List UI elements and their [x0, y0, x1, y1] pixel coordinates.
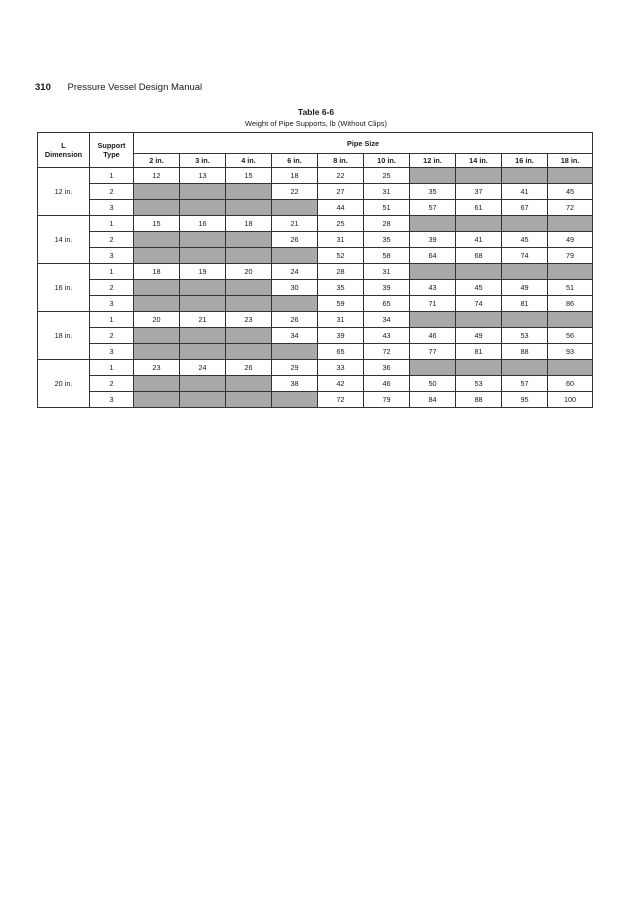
shaded-empty-cell	[272, 344, 318, 360]
weight-cell: 74	[502, 248, 548, 264]
table-row	[38, 232, 593, 248]
weight-cell: 20	[134, 312, 180, 328]
shaded-empty-cell	[502, 264, 548, 280]
table-row	[38, 264, 593, 280]
weight-cell: 13	[180, 168, 226, 184]
shaded-empty-cell	[180, 344, 226, 360]
shaded-empty-cell	[226, 296, 272, 312]
weight-cell: 60	[548, 376, 593, 392]
weight-cell: 41	[456, 232, 502, 248]
weight-cell: 22	[272, 184, 318, 200]
pipe-size-header: 18 in.	[548, 154, 593, 168]
shaded-empty-cell	[180, 232, 226, 248]
shaded-empty-cell	[180, 296, 226, 312]
pipe-size-header: 8 in.	[318, 154, 364, 168]
weight-cell: 38	[272, 376, 318, 392]
weight-cell: 21	[180, 312, 226, 328]
support-type-cell: 1	[90, 168, 134, 184]
weight-cell: 65	[318, 344, 364, 360]
support-type-cell: 3	[90, 248, 134, 264]
weight-cell: 65	[364, 296, 410, 312]
weight-cell: 41	[502, 184, 548, 200]
weight-cell: 28	[364, 216, 410, 232]
weight-cell: 50	[410, 376, 456, 392]
weight-cell: 43	[364, 328, 410, 344]
shaded-empty-cell	[180, 392, 226, 408]
weight-cell: 44	[318, 200, 364, 216]
table-row	[38, 360, 593, 376]
support-type-cell: 3	[90, 200, 134, 216]
table-row	[38, 312, 593, 328]
weight-cell: 84	[410, 392, 456, 408]
support-type-cell: 2	[90, 328, 134, 344]
weight-cell: 31	[318, 312, 364, 328]
weight-cell: 31	[364, 184, 410, 200]
pipe-size-header: 10 in.	[364, 154, 410, 168]
table-row	[38, 216, 593, 232]
shaded-empty-cell	[456, 360, 502, 376]
pipe-size-header: 14 in.	[456, 154, 502, 168]
shaded-empty-cell	[272, 200, 318, 216]
shaded-empty-cell	[226, 392, 272, 408]
table-title: Table 6-6	[297, 107, 335, 117]
shaded-empty-cell	[548, 168, 593, 184]
weight-cell: 45	[548, 184, 593, 200]
weight-cell: 77	[410, 344, 456, 360]
running-title: Pressure Vessel Design Manual	[67, 82, 203, 93]
weight-cell: 20	[226, 264, 272, 280]
weight-cell: 72	[548, 200, 593, 216]
weight-cell: 88	[502, 344, 548, 360]
support-type-cell: 2	[90, 280, 134, 296]
table-row	[38, 296, 593, 312]
shaded-empty-cell	[456, 264, 502, 280]
col-header-pipe-size: Pipe Size	[134, 133, 593, 154]
support-type-cell: 3	[90, 344, 134, 360]
support-type-cell: 1	[90, 312, 134, 328]
weight-cell: 18	[226, 216, 272, 232]
weight-cell: 49	[548, 232, 593, 248]
l-dimension-cell: 18 in.	[38, 312, 90, 360]
weight-cell: 95	[502, 392, 548, 408]
weight-cell: 59	[318, 296, 364, 312]
weight-cell: 42	[318, 376, 364, 392]
weight-cell: 49	[456, 328, 502, 344]
weight-cell: 22	[318, 168, 364, 184]
shaded-empty-cell	[410, 264, 456, 280]
support-type-cell: 2	[90, 184, 134, 200]
weight-cell: 100	[548, 392, 593, 408]
weight-cell: 58	[364, 248, 410, 264]
shaded-empty-cell	[410, 312, 456, 328]
table-row	[38, 392, 593, 408]
support-type-cell: 3	[90, 296, 134, 312]
weight-cell: 81	[502, 296, 548, 312]
weight-cell: 23	[226, 312, 272, 328]
weight-cell: 18	[272, 168, 318, 184]
weight-cell: 72	[364, 344, 410, 360]
weight-cell: 35	[318, 280, 364, 296]
shaded-empty-cell	[180, 280, 226, 296]
shaded-empty-cell	[134, 280, 180, 296]
col-header-l-dimension: L Dimension	[38, 133, 90, 168]
weight-cell: 79	[364, 392, 410, 408]
weight-cell: 37	[456, 184, 502, 200]
l-dimension-cell: 16 in.	[38, 264, 90, 312]
weight-cell: 72	[318, 392, 364, 408]
weight-cell: 15	[134, 216, 180, 232]
weight-cell: 31	[364, 264, 410, 280]
table-row	[38, 344, 593, 360]
shaded-empty-cell	[410, 360, 456, 376]
table-row	[38, 376, 593, 392]
weight-cell: 25	[318, 216, 364, 232]
weight-cell: 26	[272, 232, 318, 248]
weight-cell: 35	[410, 184, 456, 200]
pipe-size-header: 16 in.	[502, 154, 548, 168]
weight-cell: 29	[272, 360, 318, 376]
weight-cell: 53	[502, 328, 548, 344]
shaded-empty-cell	[410, 168, 456, 184]
table-body	[38, 168, 593, 408]
weight-cell: 46	[410, 328, 456, 344]
shaded-empty-cell	[502, 216, 548, 232]
shaded-empty-cell	[272, 392, 318, 408]
pipe-size-header: 3 in.	[180, 154, 226, 168]
pipe-size-header: 2 in.	[134, 154, 180, 168]
col-header-support-type: Support Type	[90, 133, 134, 168]
shaded-empty-cell	[134, 296, 180, 312]
l-dimension-cell: 20 in.	[38, 360, 90, 408]
shaded-empty-cell	[226, 344, 272, 360]
shaded-empty-cell	[548, 216, 593, 232]
pipe-size-header: 12 in.	[410, 154, 456, 168]
support-type-cell: 1	[90, 264, 134, 280]
shaded-empty-cell	[134, 376, 180, 392]
weight-cell: 74	[456, 296, 502, 312]
weight-cell: 81	[456, 344, 502, 360]
weight-cell: 31	[318, 232, 364, 248]
weight-cell: 25	[364, 168, 410, 184]
weight-cell: 26	[272, 312, 318, 328]
shaded-empty-cell	[548, 264, 593, 280]
shaded-empty-cell	[456, 216, 502, 232]
weight-cell: 28	[318, 264, 364, 280]
page-header	[35, 82, 202, 93]
shaded-empty-cell	[134, 248, 180, 264]
weight-cell: 53	[456, 376, 502, 392]
shaded-empty-cell	[180, 184, 226, 200]
weight-cell: 26	[226, 360, 272, 376]
table-row	[38, 248, 593, 264]
shaded-empty-cell	[134, 392, 180, 408]
weight-cell: 34	[272, 328, 318, 344]
shaded-empty-cell	[180, 376, 226, 392]
weight-cell: 51	[548, 280, 593, 296]
shaded-empty-cell	[226, 376, 272, 392]
shaded-empty-cell	[502, 360, 548, 376]
page-number: 310	[35, 82, 51, 93]
shaded-empty-cell	[226, 280, 272, 296]
weight-cell: 39	[318, 328, 364, 344]
table-row	[38, 168, 593, 184]
weight-cell: 93	[548, 344, 593, 360]
shaded-empty-cell	[548, 312, 593, 328]
table-row	[38, 184, 593, 200]
weight-cell: 27	[318, 184, 364, 200]
weight-cell: 64	[410, 248, 456, 264]
weight-cell: 24	[180, 360, 226, 376]
weight-cell: 19	[180, 264, 226, 280]
shaded-empty-cell	[134, 184, 180, 200]
table-subtitle: Weight of Pipe Supports, lb (Without Clips)	[244, 119, 387, 128]
weight-cell: 79	[548, 248, 593, 264]
shaded-empty-cell	[548, 360, 593, 376]
pipe-support-weight-table	[37, 132, 593, 408]
weight-cell: 34	[364, 312, 410, 328]
shaded-empty-cell	[180, 200, 226, 216]
shaded-empty-cell	[456, 168, 502, 184]
weight-cell: 61	[456, 200, 502, 216]
weight-cell: 39	[410, 232, 456, 248]
weight-cell: 21	[272, 216, 318, 232]
pipe-size-header: 6 in.	[272, 154, 318, 168]
weight-cell: 67	[502, 200, 548, 216]
support-type-cell: 1	[90, 360, 134, 376]
weight-cell: 46	[364, 376, 410, 392]
weight-cell: 49	[502, 280, 548, 296]
weight-cell: 36	[364, 360, 410, 376]
table-row	[38, 280, 593, 296]
shaded-empty-cell	[502, 168, 548, 184]
support-type-cell: 2	[90, 232, 134, 248]
weight-cell: 15	[226, 168, 272, 184]
weight-cell: 68	[456, 248, 502, 264]
weight-cell: 12	[134, 168, 180, 184]
weight-cell: 43	[410, 280, 456, 296]
shaded-empty-cell	[226, 200, 272, 216]
shaded-empty-cell	[272, 248, 318, 264]
weight-cell: 39	[364, 280, 410, 296]
weight-cell: 51	[364, 200, 410, 216]
shaded-empty-cell	[410, 216, 456, 232]
weight-cell: 56	[548, 328, 593, 344]
shaded-empty-cell	[134, 232, 180, 248]
weight-cell: 88	[456, 392, 502, 408]
weight-cell: 33	[318, 360, 364, 376]
weight-cell: 45	[456, 280, 502, 296]
shaded-empty-cell	[180, 248, 226, 264]
weight-cell: 16	[180, 216, 226, 232]
weight-cell: 35	[364, 232, 410, 248]
shaded-empty-cell	[226, 248, 272, 264]
support-type-cell: 3	[90, 392, 134, 408]
weight-cell: 57	[410, 200, 456, 216]
support-type-cell: 1	[90, 216, 134, 232]
weight-cell: 52	[318, 248, 364, 264]
shaded-empty-cell	[180, 328, 226, 344]
weight-cell: 23	[134, 360, 180, 376]
shaded-empty-cell	[226, 232, 272, 248]
shaded-empty-cell	[502, 312, 548, 328]
weight-cell: 24	[272, 264, 318, 280]
weight-cell: 71	[410, 296, 456, 312]
table-row	[38, 200, 593, 216]
weight-cell: 57	[502, 376, 548, 392]
shaded-empty-cell	[272, 296, 318, 312]
shaded-empty-cell	[134, 200, 180, 216]
shaded-empty-cell	[134, 344, 180, 360]
weight-cell: 45	[502, 232, 548, 248]
pipe-size-header: 4 in.	[226, 154, 272, 168]
weight-cell: 86	[548, 296, 593, 312]
shaded-empty-cell	[226, 184, 272, 200]
weight-cell: 18	[134, 264, 180, 280]
weight-cell: 30	[272, 280, 318, 296]
l-dimension-cell: 14 in.	[38, 216, 90, 264]
l-dimension-cell: 12 in.	[38, 168, 90, 216]
shaded-empty-cell	[456, 312, 502, 328]
support-type-cell: 2	[90, 376, 134, 392]
shaded-empty-cell	[134, 328, 180, 344]
shaded-empty-cell	[226, 328, 272, 344]
table-row	[38, 328, 593, 344]
